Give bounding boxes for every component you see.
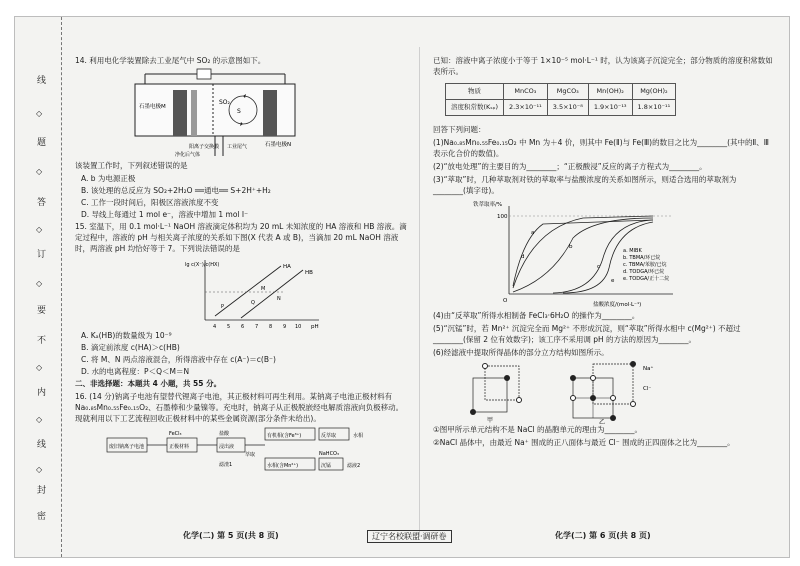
extraction-figure xyxy=(433,198,775,310)
label-left-electrode: 石墨电极M xyxy=(139,104,166,110)
q16-part1: (1)Na₀.₈₅Mn₀.₅₅Fe₀.₁₅O₂ 中 Mn 为＋4 价，则其中 Fe(Ⅱ)与 Fe(Ⅲ)的数目之比为________(其中的Ⅱ、Ⅲ表示化合价的数值)。 xyxy=(433,138,769,158)
binding-strip xyxy=(15,17,62,557)
ksp-value-cell: 1.8×10⁻¹¹ xyxy=(632,100,676,116)
right-page-footer: 化学(二) 第 6 页(共 8 页) xyxy=(555,531,651,540)
q16-part2: (2)“放电处理”的主要目的为________；“正极酸浸”反应的离子方程式为________。 xyxy=(433,162,707,171)
q14-prompt: 该装置工作时，下列叙述错误的是 xyxy=(75,161,188,170)
q16-part4: (4)由“反萃取”所得水相制备 FeCl₃·6H₂O 的操作为________。 xyxy=(433,311,640,320)
ksp-header-cell: MgCO₃ xyxy=(547,84,588,100)
q14-option-d: D. 导线上每通过 1 mol e⁻，溶液中增加 1 mol I⁻ xyxy=(81,210,249,219)
flow-node-battery: 废旧钠离子电池 xyxy=(109,444,145,450)
q16-flowchart xyxy=(75,426,410,480)
legend-e: e. TODGA/正十二烷 xyxy=(623,276,670,282)
ph-graph xyxy=(185,256,325,330)
left-page-footer: 化学(二) 第 5 页(共 8 页) xyxy=(183,531,279,540)
flow-node-cathode: 正极材料 xyxy=(169,444,190,450)
flow-node-residue: 滤渣1 xyxy=(219,462,233,468)
ksp-table xyxy=(445,83,676,116)
legend-na: Na⁺ xyxy=(643,366,654,372)
flow-reagent-hcl: 盐酸 xyxy=(219,431,230,437)
q16-part6a: ①图甲所示单元结构不是 NaCl 的晶胞单元的理由为________。 xyxy=(433,425,643,434)
strip-char: 线 xyxy=(37,76,47,86)
label-clean-gas: 净化后气体 xyxy=(175,152,201,158)
tick-5: 5 xyxy=(227,324,231,330)
diamond-icon: ◇ xyxy=(36,415,43,424)
q15-option-b: B. 滴定前浓度 c(HA)＞c(HB) xyxy=(81,343,180,352)
ksp-value-cell: 溶度积常数(Kₛₚ) xyxy=(446,100,504,116)
strip-char: 题 xyxy=(37,138,47,148)
q15-option-d: D. 水的电离程度：P＜Q＜M＝N xyxy=(81,367,190,376)
exam-sheet xyxy=(14,16,790,558)
section-title: 二、非选择题：本题共 4 小题，共 55 分。 xyxy=(75,379,222,388)
flow-node-extract: 萃取 xyxy=(245,452,256,458)
q14-option-b: B. 该处理的总反应为 SO₂+2H₂O ══通电══ S+2H⁺+H₂ xyxy=(81,186,271,195)
chart-xlabel: 盐酸浓度/(mol·L⁻¹) xyxy=(593,302,642,308)
tick-4: 4 xyxy=(213,324,217,330)
crystal-label-yi: 乙 xyxy=(599,419,606,424)
ksp-header-cell: 物质 xyxy=(446,84,504,100)
label-right-electrode: 石墨电极N xyxy=(265,142,292,148)
curve-hb-label: HB xyxy=(305,270,313,276)
q14-figure xyxy=(75,68,410,160)
electrolysis-diagram xyxy=(115,68,315,160)
strip-char: 要 xyxy=(37,306,47,316)
curve-c: c xyxy=(597,264,601,270)
curve-e: e xyxy=(611,278,615,284)
curve-a: a xyxy=(531,230,535,236)
q15-stem: 15. 室温下，用 0.1 mol·L⁻¹ NaOH 溶液滴定体积均为 20 mL 未知浓度的 HA 溶液和 HB 溶液。滴定过程中，溶液的 pH 与相关离子浓度的关系如下图(X 代表 A 或 B)，当滴加 20 mL NaOH 溶液时，两溶液 pH 均恰好等于 7。下列说法错误的是 xyxy=(75,222,407,253)
q15-option-a: A. Kₐ(HB)的数量级为 10⁻⁹ xyxy=(81,331,172,340)
q14-option-a: A. b 为电源正极 xyxy=(81,174,136,183)
legend-cl: Cl⁻ xyxy=(643,386,652,392)
q15-figure xyxy=(75,256,410,330)
chart-ylabel: 铁萃取率/% xyxy=(473,202,503,208)
label-so2: SO₂ xyxy=(219,99,230,106)
legend-d: d. TODGA/环已烷 xyxy=(623,269,665,275)
tick-9: 9 xyxy=(283,324,287,330)
center-footer: 辽宁名校联盟·调研卷 xyxy=(367,530,452,543)
tick-8: 8 xyxy=(269,324,273,330)
q16-part3: (3)“萃取”时，几种萃取剂对铁的萃取率与盐酸浓度的关系如图所示，则适合选用的萃取剂为________(填字母)。 xyxy=(433,175,737,195)
crystal-diagram xyxy=(453,360,713,424)
point-q: Q xyxy=(251,300,255,306)
right-page xyxy=(433,55,775,450)
crystal-label-jia: 甲 xyxy=(487,417,494,424)
q15-option-c: C. 将 M、N 两点溶液混合，所得溶液中存在 c(A⁻)＝c(B⁻) xyxy=(81,355,276,364)
process-flow xyxy=(105,426,375,480)
ksp-header-cell: MnCO₃ xyxy=(504,84,548,100)
ph-ylabel: lg c(X⁻)/c(HX) xyxy=(185,262,220,268)
ph-xlabel: pH xyxy=(311,324,319,330)
ksp-header-cell: Mg(OH)₂ xyxy=(632,84,676,100)
diamond-icon: ◇ xyxy=(36,225,43,234)
crystal-figure xyxy=(433,360,775,424)
ksp-value-cell: 3.5×10⁻⁸ xyxy=(547,100,588,116)
q16-part5: (5)“沉锰”时，若 Mn²⁺ 沉淀完全而 Mg²⁺ 不形成沉淀，则“萃取”所得水相中 c(Mg²⁺) 不超过________(保留 2 位有效数字)；该工序不采用调 pH 的方法的原因为________。 xyxy=(433,324,741,344)
chart-origin: O xyxy=(503,298,508,304)
flow-node-mn-aqueous: 水相(含Mn²⁺) xyxy=(267,463,299,469)
strip-char: 线 xyxy=(37,440,47,450)
ksp-value-cell: 2.3×10⁻¹¹ xyxy=(504,100,548,116)
strip-char: 密 xyxy=(37,512,47,522)
flow-node-filtrate2: 滤液2 xyxy=(347,463,361,469)
strip-char: 订 xyxy=(37,250,47,260)
flow-node-back-extract: 反萃取 xyxy=(321,433,337,439)
tick-6: 6 xyxy=(241,324,245,330)
label-s: S xyxy=(237,108,241,115)
strip-char: 内 xyxy=(37,388,47,398)
page-divider xyxy=(419,47,420,537)
chart-ymax: 100 xyxy=(497,214,508,220)
diamond-icon: ◇ xyxy=(36,109,43,118)
curve-ha-label: HA xyxy=(283,264,291,270)
q16-part6: (6)经滤液中提取所得晶体的部分立方结构如图所示。 xyxy=(433,348,609,357)
tick-7: 7 xyxy=(255,324,259,330)
q14-stem: 14. 利用电化学装置除去工业尾气中 SO₂ 的示意图如下。 xyxy=(75,56,266,65)
flow-node-leach: 浸出液 xyxy=(219,444,235,450)
legend-b: b. TBMA/环已烷 xyxy=(623,255,661,261)
flow-node-aqueous: 水相 xyxy=(353,433,364,439)
strip-char: 答 xyxy=(37,198,47,208)
diamond-icon: ◇ xyxy=(36,363,43,372)
label-membrane: 阳离子交换膜 xyxy=(189,144,220,150)
known-conditions: 已知：溶液中离子浓度小于等于 1×10⁻⁵ mol·L⁻¹ 时，认为该离子沉淀完全；部分物质的溶度积常数如表所示。 xyxy=(433,56,773,76)
strip-char: 不 xyxy=(37,336,47,346)
q16-part6b: ②NaCl 晶体中，由最近 Na⁺ 围成的正八面体与最近 Cl⁻ 围成的正四面体之比为________。 xyxy=(433,438,735,447)
tick-10: 10 xyxy=(295,324,302,330)
curve-d: d xyxy=(521,254,525,260)
answer-prompt: 回答下列问题： xyxy=(433,125,486,134)
q16-stem: 16. (14 分)钠离子电池有望替代锂离子电池，其正极材料可再生利用。某钠离子电池正极材料有 Na₀.₈₅Mn₀.₅₅Fe₀.₁₅O₂、石墨棒和少量镍等。充电时，钠离子从正极脱嵌经电解质溶液向负极移动。现就利用以下工艺流程回收正极材料中的某些金属资源(部分条件未给出)。 xyxy=(75,392,404,423)
point-n: N xyxy=(277,296,281,302)
flow-node-mn-precip: 沉锰 xyxy=(321,463,332,469)
diamond-icon: ◇ xyxy=(36,167,43,176)
left-page xyxy=(75,55,410,480)
diamond-icon: ◇ xyxy=(36,465,43,474)
ksp-header-cell: Mn(OH)₂ xyxy=(588,84,632,100)
ksp-value-cell: 1.9×10⁻¹³ xyxy=(588,100,632,116)
flow-reagent-nahco3: NaHCO₃ xyxy=(319,451,339,457)
point-p: P xyxy=(221,304,225,310)
legend-a: a. MIBK xyxy=(623,248,642,254)
label-tail-gas: 工业尾气 xyxy=(227,144,248,150)
legend-c: c. TBMA/苯胺/已烷 xyxy=(623,262,667,268)
strip-char: 封 xyxy=(37,486,47,496)
q14-option-c: C. 工作一段时间后，阳极区溶液浓度不变 xyxy=(81,198,219,207)
extraction-chart xyxy=(473,198,713,310)
curve-b: b xyxy=(569,244,573,250)
flow-reagent-fecl3: FeCl₃ xyxy=(169,431,182,437)
flow-node-organic: 有机相(含Fe³⁺) xyxy=(267,433,302,439)
point-m: M xyxy=(261,286,266,292)
diamond-icon: ◇ xyxy=(36,279,43,288)
